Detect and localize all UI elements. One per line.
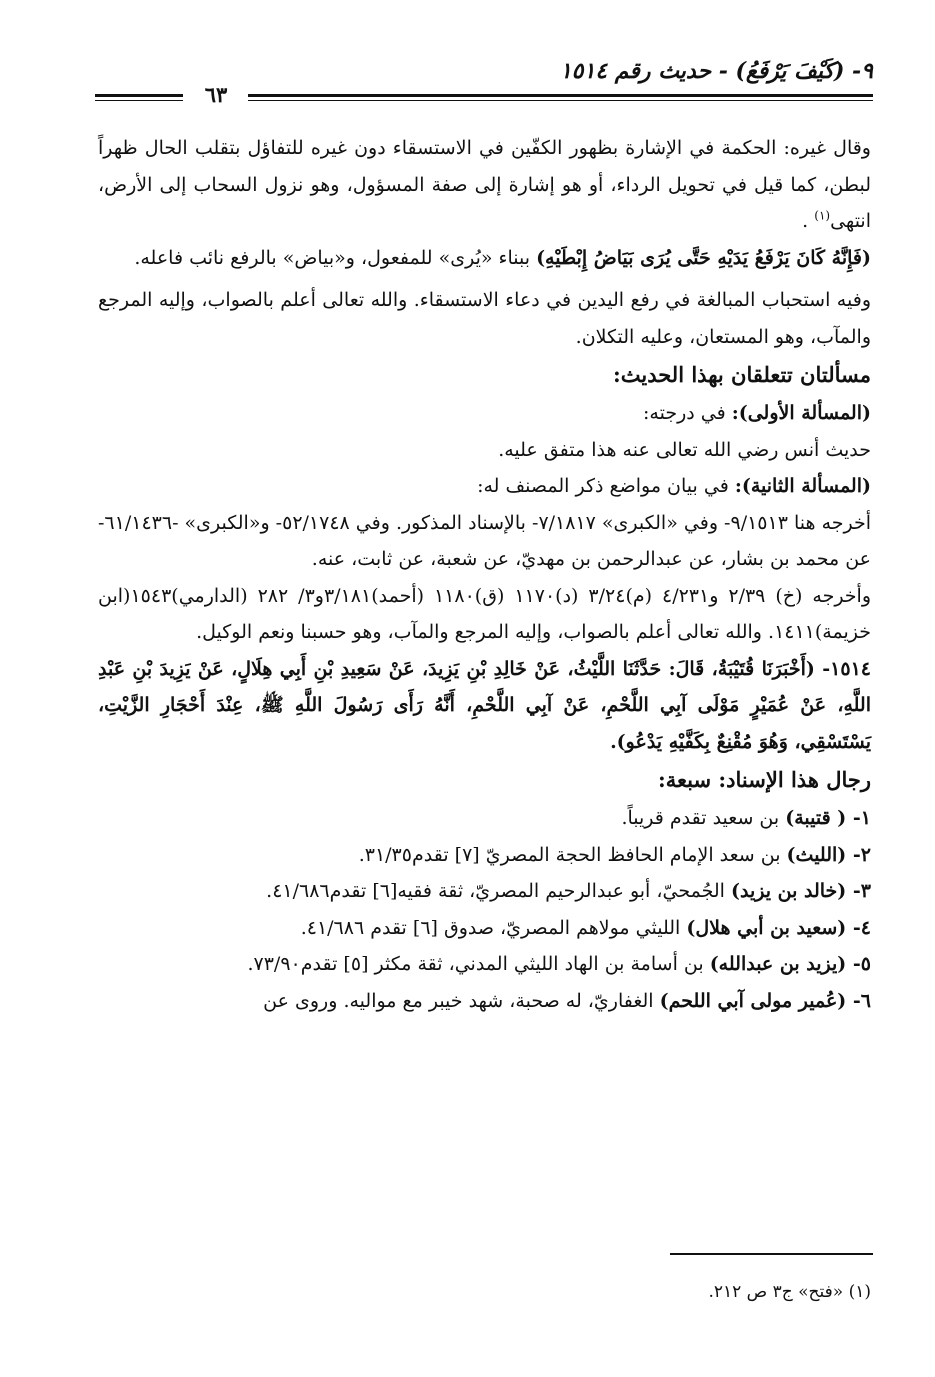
paragraph: وأخرجه (خ) ٢/٣٩ و٤/٢٣١ (م)٣/٢٤ (د)١١٧٠ (ق)١١٨٠ (أحمد)٣/١٨١و٣/ ٢٨٢ (الدارمي)١٥٤٣(ابن خزيمة)١٤١١. والله تعالى أعلم بالصواب، وإليه المرجع والمآب، وهو حسبنا ونعم الوكيل. — [98, 584, 872, 643]
narrator-item: ٥- (يزيد بن عبدالله) بن أسامة بن الهاد الليثي المدني، ثقة مكثر [٥] تقدم٧٣/٩٠. — [247, 953, 871, 975]
narrator-item: ٤- (سعيد بن أبي هلال) الليثي مولاهم المصريّ، صدوق [٦] تقدم ٤١/٦٨٦. — [300, 916, 871, 939]
footnote: (١) «فتح» ج٣ ص ٢١٢. — [708, 1282, 871, 1302]
narrator-item: ٣- (خالد بن يزيد) الجُمحيّ، أبو عبدالرحيم المصريّ، ثقة فقيه[٦] تقدم٤١/٦٨٦. — [266, 880, 871, 902]
paragraph: وقال غيره: الحكمة في الإشارة بظهور الكفّين في الاستسقاء دون غيره للتفاؤل بتقلب الحال ظهراً لبطن، كما قيل في تحويل الرداء، أو هو إشارة إلى صفة المسؤول، وهو نزول السحاب إلى الأرض، انتهى$^{(١)}$ . — [98, 137, 871, 232]
paragraph: حديث أنس رضي الله تعالى عنه هذا متفق عليه. — [498, 438, 871, 461]
paragraph: (المسألة الأولى): في درجته: — [643, 402, 871, 424]
narrator-item: ٦- (عُمير مولى آبي اللحم) الغفاريّ، له صحبة، شهد خيبر مع مواليه. وروى عن — [263, 989, 871, 1012]
narrator-item: ٢- (الليث) بن سعد الإمام الحافظ الحجة المصريّ [٧] تقدم٣١/٣٥. — [358, 843, 871, 866]
section-heading: مسألتان تتعلقان بهذا الحديث: — [613, 362, 871, 387]
main-text — [98, 130, 871, 1019]
narrator-item: ١- ( قتيبة) بن سعيد تقدم قريباً. — [621, 807, 871, 829]
chapter-title: ٩- (كَيْفَ يَرْفَعُ) - حديث رقم ١٥١٤ — [559, 58, 873, 84]
header-rule — [248, 94, 873, 101]
page-number: ٦٣ — [204, 82, 228, 107]
paragraph: أخرجه هنا ٩/١٥١٣- وفي «الكبرى» ٧/١٨١٧- بالإسناد المذكور. وفي ٥٢/١٧٤٨- و«الكبرى» -٦١/١٤٣٦- عن محمد بن بشار، عن عبدالرحمن بن مهديّ، عن شعبة، عن ثابت، عنه. — [98, 511, 872, 570]
footnote-marker: (١) — [814, 208, 831, 223]
footnote-rule — [670, 1253, 873, 1255]
paragraph: وفيه استحباب المبالغة في رفع اليدين في دعاء الاستسقاء. والله تعالى أعلم بالصواب، وإليه المرجع والمآب، وهو المستعان، وعليه التكلان. — [98, 289, 871, 348]
section-heading: رجال هذا الإسناد: سبعة: — [658, 767, 871, 792]
paragraph: (المسألة الثانية): في بيان مواضع ذكر المصنف له: — [477, 475, 871, 497]
header-rule-short — [95, 94, 183, 101]
paragraph: (فَإِنَّهُ كَانَ يَرْفَعُ يَدَيْهِ حَتَّى يُرَى بَيَاضُ إِبْطَيْهِ) ببناء «يُرى» للمفعول، و«بياض» بالرفع نائب فاعله. — [134, 246, 871, 269]
hadith-text: ١٥١٤- (أَخْبَرَنَا قُتَيْبَةُ، قَالَ: حَدَّثَنَا اللَّيْثُ، عَنْ خَالِدِ بْنِ يَزِيدَ، عَنْ سَعِيدِ بْنِ أَبِي هِلَالٍ، عَنْ يَزِيدَ بْنِ عَبْدِ اللَّهِ، عَنْ عُمَيْرٍ مَوْلَى آبِي اللَّحْمِ، عَنْ آبِي اللَّحْمِ، أَنَّهُ رَأَى رَسُولَ اللَّهِ ﷺ، عِنْدَ أَحْجَارِ الزَّيْتِ، يَسْتَسْقِي، وَهُوَ مُقْنِعٌ بِكَفَّيْهِ يَدْعُو). — [98, 657, 871, 753]
